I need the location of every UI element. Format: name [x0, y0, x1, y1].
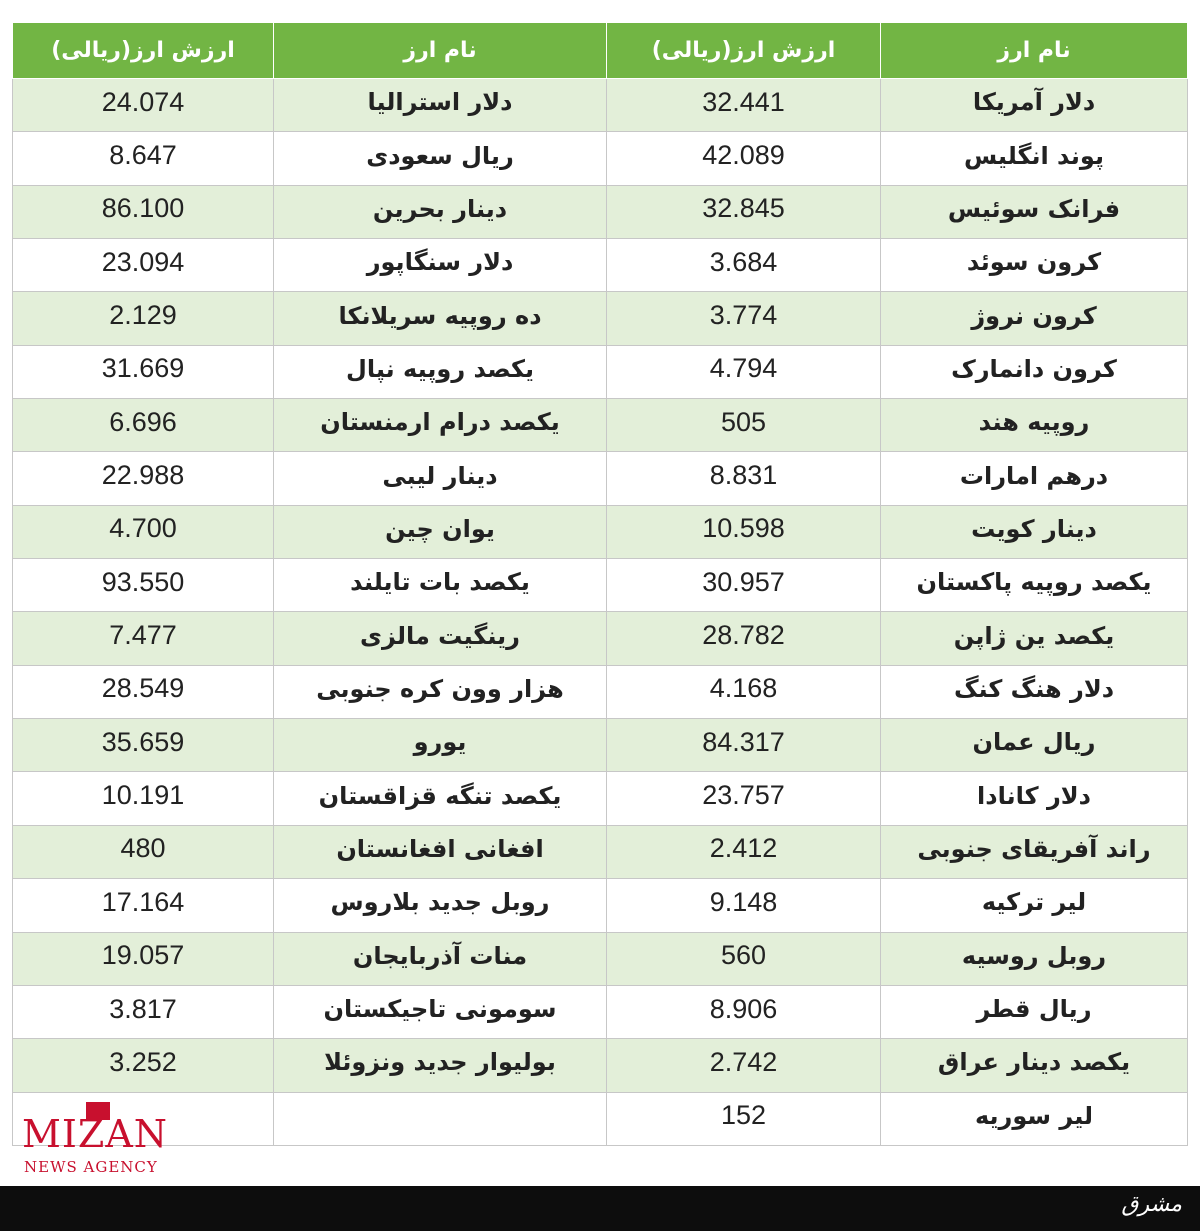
cell-value-left: 7.477: [13, 612, 274, 665]
cell-value-left: 86.100: [13, 185, 274, 238]
cell-name-right: یکصد دینار عراق: [881, 1039, 1188, 1092]
table-row: [13, 185, 1188, 238]
cell-value-right: 4.794: [607, 345, 881, 398]
table-row: [13, 292, 1188, 345]
cell-name-left: دینار بحرین: [274, 185, 607, 238]
cell-value-left: 6.696: [13, 399, 274, 452]
cell-value-left: 17.164: [13, 879, 274, 932]
cell-value-right: 8.831: [607, 452, 881, 505]
cell-value-right: 560: [607, 932, 881, 985]
cell-value-right: 84.317: [607, 719, 881, 772]
cell-name-right: روبل روسیه: [881, 932, 1188, 985]
table-row: [13, 559, 1188, 612]
table-row: [13, 345, 1188, 398]
cell-name-left: ریال سعودی: [274, 132, 607, 185]
table-row: [13, 985, 1188, 1038]
cell-value-right: 505: [607, 399, 881, 452]
cell-value-left: 24.074: [13, 79, 274, 132]
cell-name-right: ریال قطر: [881, 985, 1188, 1038]
cell-name-right: درهم امارات: [881, 452, 1188, 505]
cell-name-right: راند آفریقای جنوبی: [881, 825, 1188, 878]
cell-name-right: لیر ترکیه: [881, 879, 1188, 932]
cell-value-right: 2.742: [607, 1039, 881, 1092]
table-row: [13, 612, 1188, 665]
cell-name-right: دینار کویت: [881, 505, 1188, 558]
cell-value-left: 3.252: [13, 1039, 274, 1092]
cell-value-right: 30.957: [607, 559, 881, 612]
cell-name-left: ده روپیه سریلانکا: [274, 292, 607, 345]
currency-table-wrapper: [12, 22, 1187, 1146]
cell-value-right: 42.089: [607, 132, 881, 185]
table-row: [13, 772, 1188, 825]
header-value-left: ارزش ارز(ریالی): [13, 23, 274, 79]
table-row: [13, 719, 1188, 772]
table-row: [13, 399, 1188, 452]
cell-value-left: 2.129: [13, 292, 274, 345]
cell-name-right: کرون سوئد: [881, 239, 1188, 292]
cell-value-left: 23.094: [13, 239, 274, 292]
cell-value-left: 10.191: [13, 772, 274, 825]
table-row: [13, 452, 1188, 505]
cell-value-left: 4.700: [13, 505, 274, 558]
table-body: [13, 79, 1188, 1146]
header-name-right: نام ارز: [881, 23, 1188, 79]
cell-name-right: فرانک سوئیس: [881, 185, 1188, 238]
cell-name-left: یوان چین: [274, 505, 607, 558]
bottom-bar: [0, 1186, 1200, 1231]
cell-name-right: دلار آمریکا: [881, 79, 1188, 132]
header-value-right: ارزش ارز(ریالی): [607, 23, 881, 79]
cell-value-left: 31.669: [13, 345, 274, 398]
cell-name-right: دلار هنگ کنگ: [881, 665, 1188, 718]
cell-name-left: دلار استرالیا: [274, 79, 607, 132]
cell-value-right: 32.845: [607, 185, 881, 238]
cell-name-left: دینار لیبی: [274, 452, 607, 505]
cell-value-left: 93.550: [13, 559, 274, 612]
cell-name-right: دلار کانادا: [881, 772, 1188, 825]
cell-name-right: روپیه هند: [881, 399, 1188, 452]
cell-name-left: هزار وون کره جنوبی: [274, 665, 607, 718]
cell-name-right: ریال عمان: [881, 719, 1188, 772]
cell-name-right: کرون دانمارک: [881, 345, 1188, 398]
table-row: [13, 505, 1188, 558]
mizan-logo: [22, 1102, 182, 1182]
table-row: [13, 1092, 1188, 1145]
cell-name-left: [274, 1092, 607, 1145]
cell-name-left: یکصد تنگه قزاقستان: [274, 772, 607, 825]
table-row: [13, 825, 1188, 878]
table-row: [13, 132, 1188, 185]
currency-table: [12, 22, 1188, 1146]
cell-value-right: 2.412: [607, 825, 881, 878]
cell-name-right: یکصد ین ژاپن: [881, 612, 1188, 665]
table-row: [13, 239, 1188, 292]
table-row: [13, 79, 1188, 132]
cell-name-left: افغانی افغانستان: [274, 825, 607, 878]
cell-name-right: لیر سوریه: [881, 1092, 1188, 1145]
header-name-left: نام ارز: [274, 23, 607, 79]
cell-value-left: 22.988: [13, 452, 274, 505]
cell-value-right: 28.782: [607, 612, 881, 665]
table-row: [13, 879, 1188, 932]
cell-value-right: 23.757: [607, 772, 881, 825]
cell-value-right: 10.598: [607, 505, 881, 558]
cell-name-left: یورو: [274, 719, 607, 772]
logo-name: MIZAN: [22, 1112, 169, 1156]
cell-value-right: 152: [607, 1092, 881, 1145]
table-row: [13, 1039, 1188, 1092]
cell-name-right: پوند انگلیس: [881, 132, 1188, 185]
cell-name-left: رینگیت مالزی: [274, 612, 607, 665]
cell-value-right: 8.906: [607, 985, 881, 1038]
cell-value-left: 35.659: [13, 719, 274, 772]
cell-value-right: 3.774: [607, 292, 881, 345]
cell-value-right: 3.684: [607, 239, 881, 292]
cell-value-left: 480: [13, 825, 274, 878]
watermark-signature: مشرق: [1121, 1192, 1182, 1217]
cell-name-left: سومونی تاجیکستان: [274, 985, 607, 1038]
table-header-row: [13, 23, 1188, 79]
cell-value-left: 28.549: [13, 665, 274, 718]
cell-name-right: یکصد روپیه پاکستان: [881, 559, 1188, 612]
cell-name-left: یکصد روپیه نپال: [274, 345, 607, 398]
table-row: [13, 665, 1188, 718]
cell-value-left: 3.817: [13, 985, 274, 1038]
logo-subtitle: NEWS AGENCY: [24, 1158, 158, 1176]
cell-value-right: 32.441: [607, 79, 881, 132]
cell-name-left: روبل جدید بلاروس: [274, 879, 607, 932]
cell-name-left: منات آذربایجان: [274, 932, 607, 985]
cell-value-left: 19.057: [13, 932, 274, 985]
cell-name-left: بولیوار جدید ونزوئلا: [274, 1039, 607, 1092]
cell-value-left: 8.647: [13, 132, 274, 185]
cell-value-right: 9.148: [607, 879, 881, 932]
cell-value-right: 4.168: [607, 665, 881, 718]
cell-name-right: کرون نروژ: [881, 292, 1188, 345]
cell-name-left: دلار سنگاپور: [274, 239, 607, 292]
cell-name-left: یکصد بات تایلند: [274, 559, 607, 612]
cell-name-left: یکصد درام ارمنستان: [274, 399, 607, 452]
table-row: [13, 932, 1188, 985]
